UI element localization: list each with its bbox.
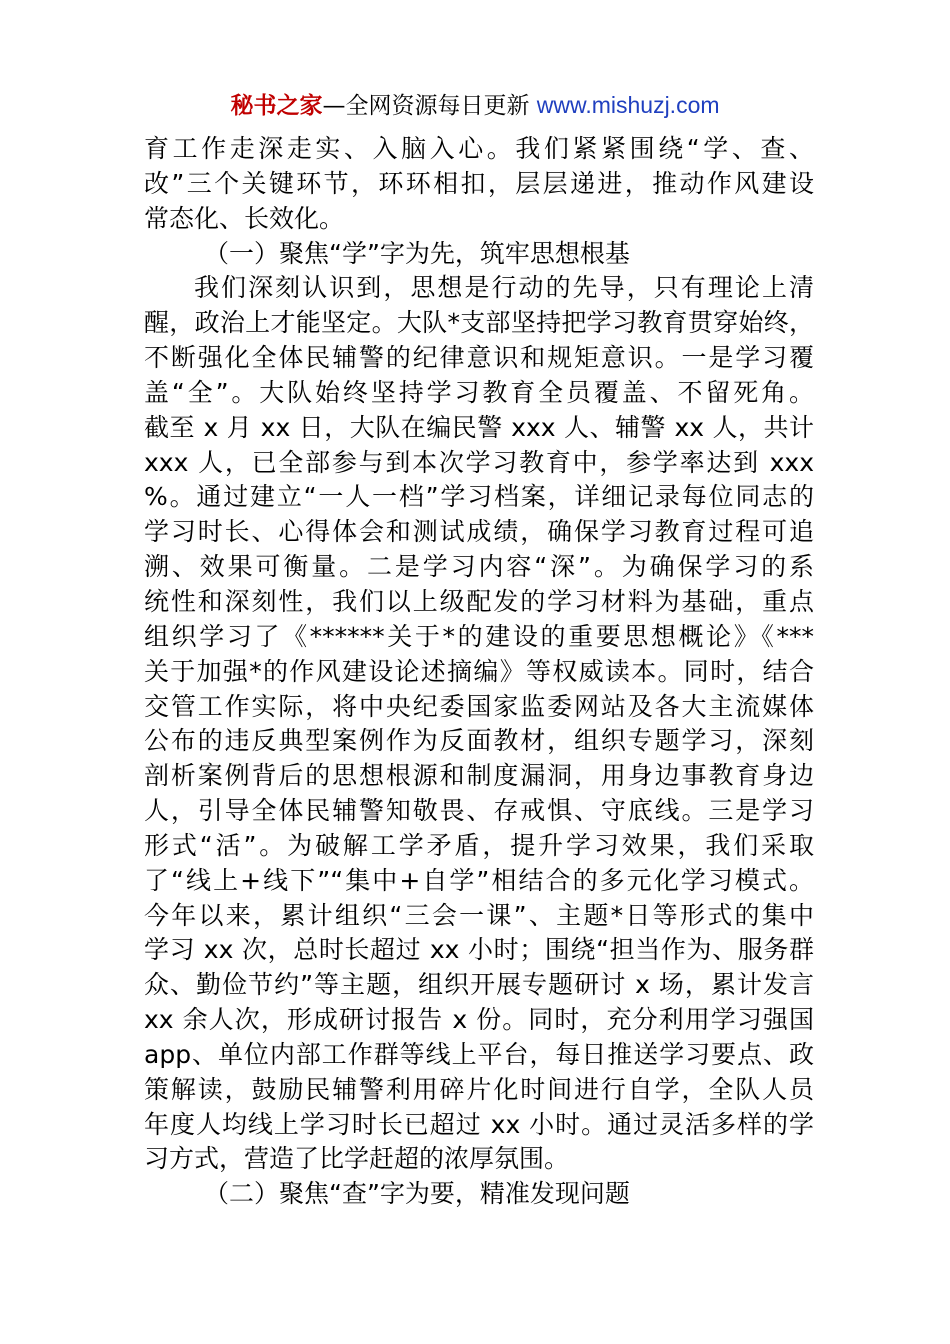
text-line: 改”三个关键环节，环环相扣，层层递进，推动作风建设 <box>144 168 814 198</box>
text-line: 学习时长、心得体会和测试成绩，确保学习教育过程可追 <box>144 517 814 547</box>
section-heading-2: （二）聚焦“查”字为要，精准发现问题 <box>204 1179 630 1209</box>
site-brand: 秘书之家 <box>230 93 323 119</box>
site-slogan: —全网资源每日更新 <box>322 93 537 119</box>
text-line: 关于加强*的作风建设论述摘编》等权威读本。同时，结合 <box>144 656 814 686</box>
text-line: %。通过建立“一人一档”学习档案，详细记录每位同志的 <box>144 482 814 512</box>
text-line: 常态化、长效化。 <box>144 203 345 233</box>
text-line: 策解读，鼓励民辅警利用碎片化时间进行自学，全队人员 <box>144 1074 814 1104</box>
text-line: 众、勤俭节约”等主题，组织开展专题研讨 x 场，累计发言 <box>144 970 814 1000</box>
site-url-link[interactable]: www.mishuzj.com <box>536 92 720 118</box>
text-line: 不断强化全体民辅警的纪律意识和规矩意识。一是学习覆 <box>144 343 814 373</box>
section-heading-1: （一）聚焦“学”字为先，筑牢思想根基 <box>204 238 630 268</box>
text-line: 交管工作实际，将中央纪委国家监委网站及各大主流媒体 <box>144 691 814 721</box>
document-body <box>144 132 814 1212</box>
text-line: 了“线上+线下”“集中+自学”相结合的多元化学习模式。 <box>144 865 814 895</box>
text-line: 盖“全”。大队始终坚持学习教育全员覆盖、不留死角。 <box>144 377 814 407</box>
text-line: 组织学习了《******关于*的建设的重要思想概论》《*** <box>144 621 814 651</box>
text-line: 溯、效果可衡量。二是学习内容“深”。为确保学习的系 <box>144 552 814 582</box>
text-line: 剖析案例背后的思想根源和制度漏洞，用身边事教育身边 <box>144 761 814 791</box>
text-line: 公布的违反典型案例作为反面教材，组织专题学习，深刻 <box>144 726 814 756</box>
text-line: xxx 人，已全部参与到本次学习教育中，参学率达到 xxx <box>144 447 814 477</box>
text-line: 统性和深刻性，我们以上级配发的学习材料为基础，重点 <box>144 586 814 616</box>
text-line: 形式“活”。为破解工学矛盾，提升学习效果，我们采取 <box>144 830 814 860</box>
text-line: 醒，政治上才能坚定。大队*支部坚持把学习教育贯穿始终， <box>144 308 814 338</box>
text-line: xx 余人次，形成研讨报告 x 份。同时，充分利用学习强国 <box>144 1005 814 1035</box>
text-line: app、单位内部工作群等线上平台，每日推送学习要点、政 <box>144 1039 814 1069</box>
text-line: 人，引导全体民辅警知敬畏、存戒惧、守底线。三是学习 <box>144 796 814 826</box>
paragraph-first-line: 我们深刻认识到，思想是行动的先导，只有理论上清 <box>194 273 814 303</box>
text-line: 育工作走深走实、入脑入心。我们紧紧围绕“学、查、 <box>144 134 814 163</box>
text-line: 学习 xx 次，总时长超过 xx 小时；围绕“担当作为、服务群 <box>144 935 814 965</box>
site-header <box>0 90 950 121</box>
text-line: 截至 x 月 xx 日，大队在编民警 xxx 人、辅警 xx 人，共计 <box>144 412 814 442</box>
text-line: 今年以来，累计组织“三会一课”、主题*日等形式的集中 <box>144 900 814 930</box>
text-line: 习方式，营造了比学赶超的浓厚氛围。 <box>144 1144 570 1174</box>
text-line: 年度人均线上学习时长已超过 xx 小时。通过灵活多样的学 <box>144 1109 814 1139</box>
